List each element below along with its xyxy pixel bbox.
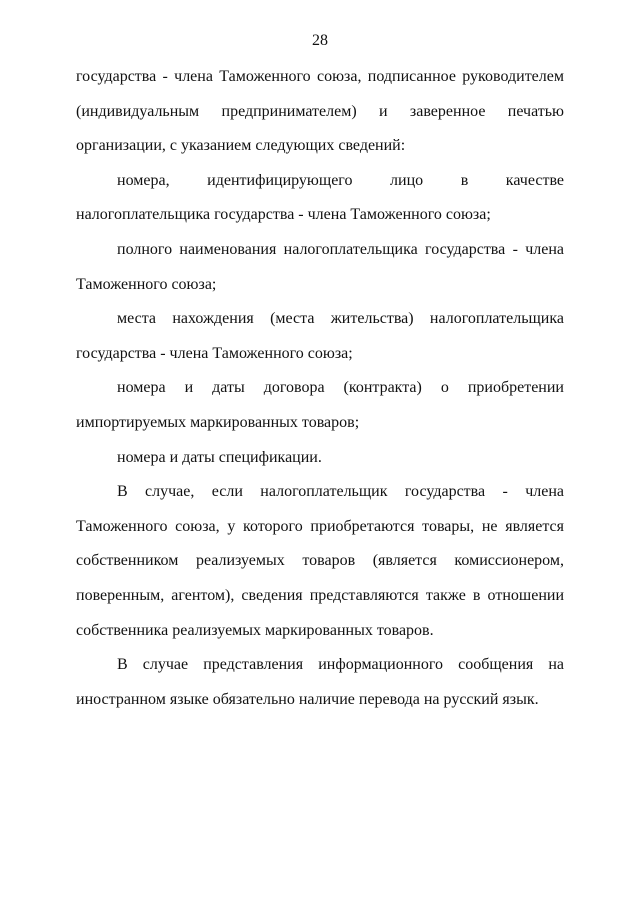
- paragraph-contract: номера и даты договора (контракта) о приобретении импортируемых маркированных товаров;: [76, 379, 564, 431]
- page-number: 28: [312, 32, 328, 49]
- paragraph-taxpayer-name: полного наименования налогоплательщика государства - члена Таможенного союза;: [76, 240, 564, 293]
- paragraph-taxpayer-id: номера, идентифицирующего лицо в качестве налогоплательщика государства - члена Таможенного союза;: [76, 171, 564, 224]
- paragraph-owner-info: В случае, если налогоплательщик государства - члена Таможенного союза, у которого приобретаются товары, не является собственником реализуемых товаров (является комиссионером, поверенным, агентом), сведения представляются также в отношении собственника реализуемых маркированных товаров.: [76, 483, 564, 639]
- paragraph-taxpayer-location: места нахождения (места жительства) налогоплательщика государства - члена Таможенного союза;: [76, 310, 564, 362]
- paragraph-translation: В случае представления информационного сообщения на иностранном языке обязательно наличие перевода на русский язык.: [76, 656, 564, 708]
- paragraph-specification: номера и даты спецификации.: [117, 448, 322, 466]
- paragraph-intro: государства - члена Таможенного союза, подписанное руководителем (индивидуальным предпринимателем) и заверенное печатью организации, с указанием следующих сведений:: [76, 68, 564, 155]
- document-body: [76, 60, 564, 717]
